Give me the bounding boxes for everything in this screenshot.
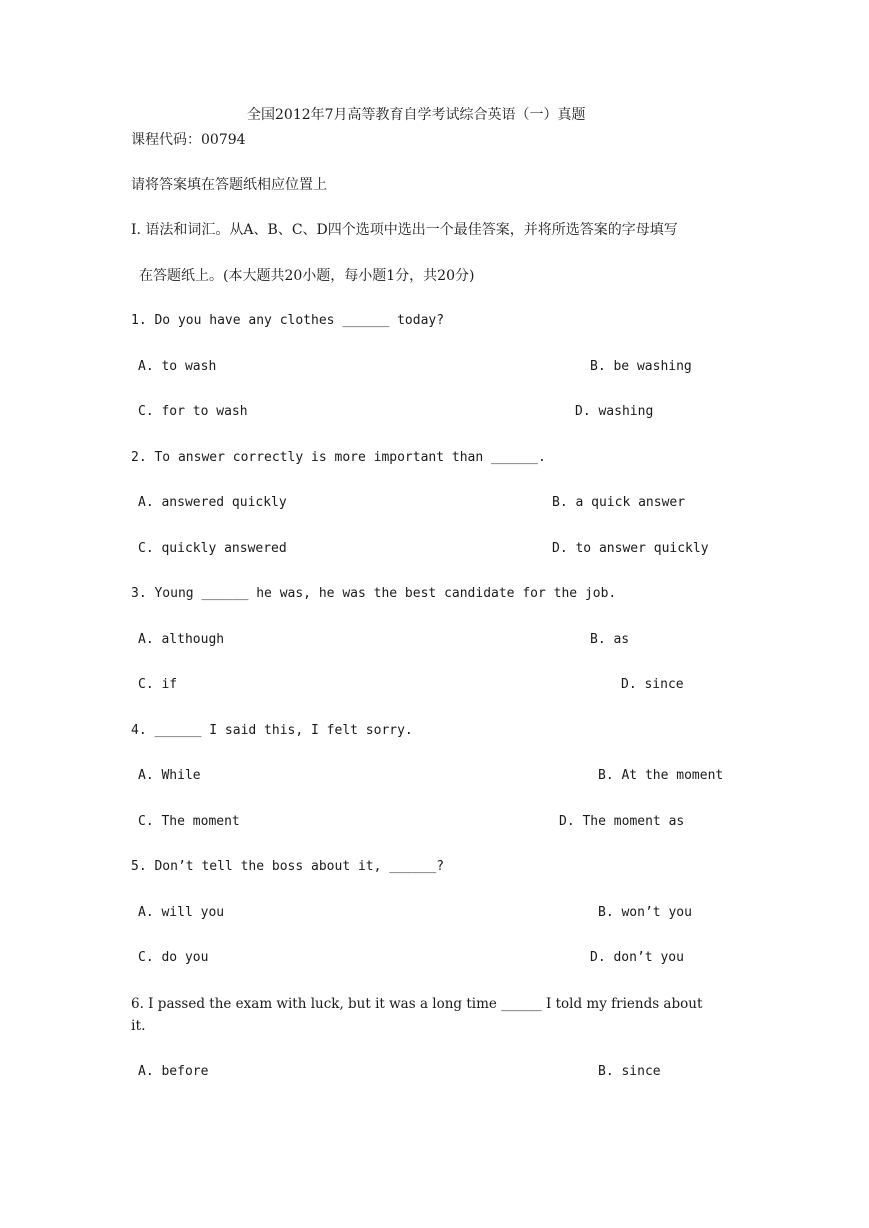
option-a: A. While [138, 768, 201, 783]
question-stem-line1: 6. I passed the exam with luck, but it was a long time ______ I told my friends about [131, 996, 703, 1012]
option-a: A. although [138, 632, 225, 647]
option-b: B. At the moment [598, 768, 724, 783]
section-heading-line1: I. 语法和词汇。从A、B、C、D四个选项中选出一个最佳答案，并将所选答案的字母填写 [131, 222, 678, 238]
option-c: C. if [138, 677, 178, 692]
option-b: B. a quick answer [552, 495, 686, 510]
section-heading-line2: 在答题纸上。(本大题共20小题，每小题1分，共20分) [139, 268, 475, 284]
instruction-text: 请将答案填在答题纸相应位置上 [131, 177, 327, 193]
question-stem: 3. Young ______ he was, he was the best candidate for the job. [131, 586, 617, 601]
page-title: 全国2012年7月高等教育自学考试综合英语（一）真题 [247, 107, 586, 123]
option-c: C. do you [138, 950, 209, 965]
option-a: A. before [138, 1064, 209, 1079]
option-b: B. since [598, 1064, 661, 1079]
option-a: A. will you [138, 905, 225, 920]
option-d: D. to answer quickly [552, 541, 709, 556]
question-stem: 1. Do you have any clothes ______ today? [131, 313, 445, 328]
option-c: C. The moment [138, 814, 240, 829]
question-stem: 4. ______ I said this, I felt sorry. [131, 723, 413, 738]
option-b: B. won’t you [598, 905, 692, 920]
question-stem-line2: it. [131, 1018, 146, 1034]
option-c: C. for to wash [138, 404, 248, 419]
option-d: D. washing [575, 404, 654, 419]
option-b: B. be washing [590, 359, 692, 374]
course-code: 课程代码：00794 [131, 132, 246, 148]
option-d: D. The moment as [559, 814, 685, 829]
option-a: A. to wash [138, 359, 217, 374]
option-d: D. since [621, 677, 684, 692]
option-a: A. answered quickly [138, 495, 287, 510]
option-c: C. quickly answered [138, 541, 287, 556]
question-stem: 2. To answer correctly is more important than ______. [131, 450, 546, 465]
option-d: D. don’t you [590, 950, 684, 965]
option-b: B. as [590, 632, 630, 647]
question-stem: 5. Don’t tell the boss about it, ______? [131, 859, 445, 874]
